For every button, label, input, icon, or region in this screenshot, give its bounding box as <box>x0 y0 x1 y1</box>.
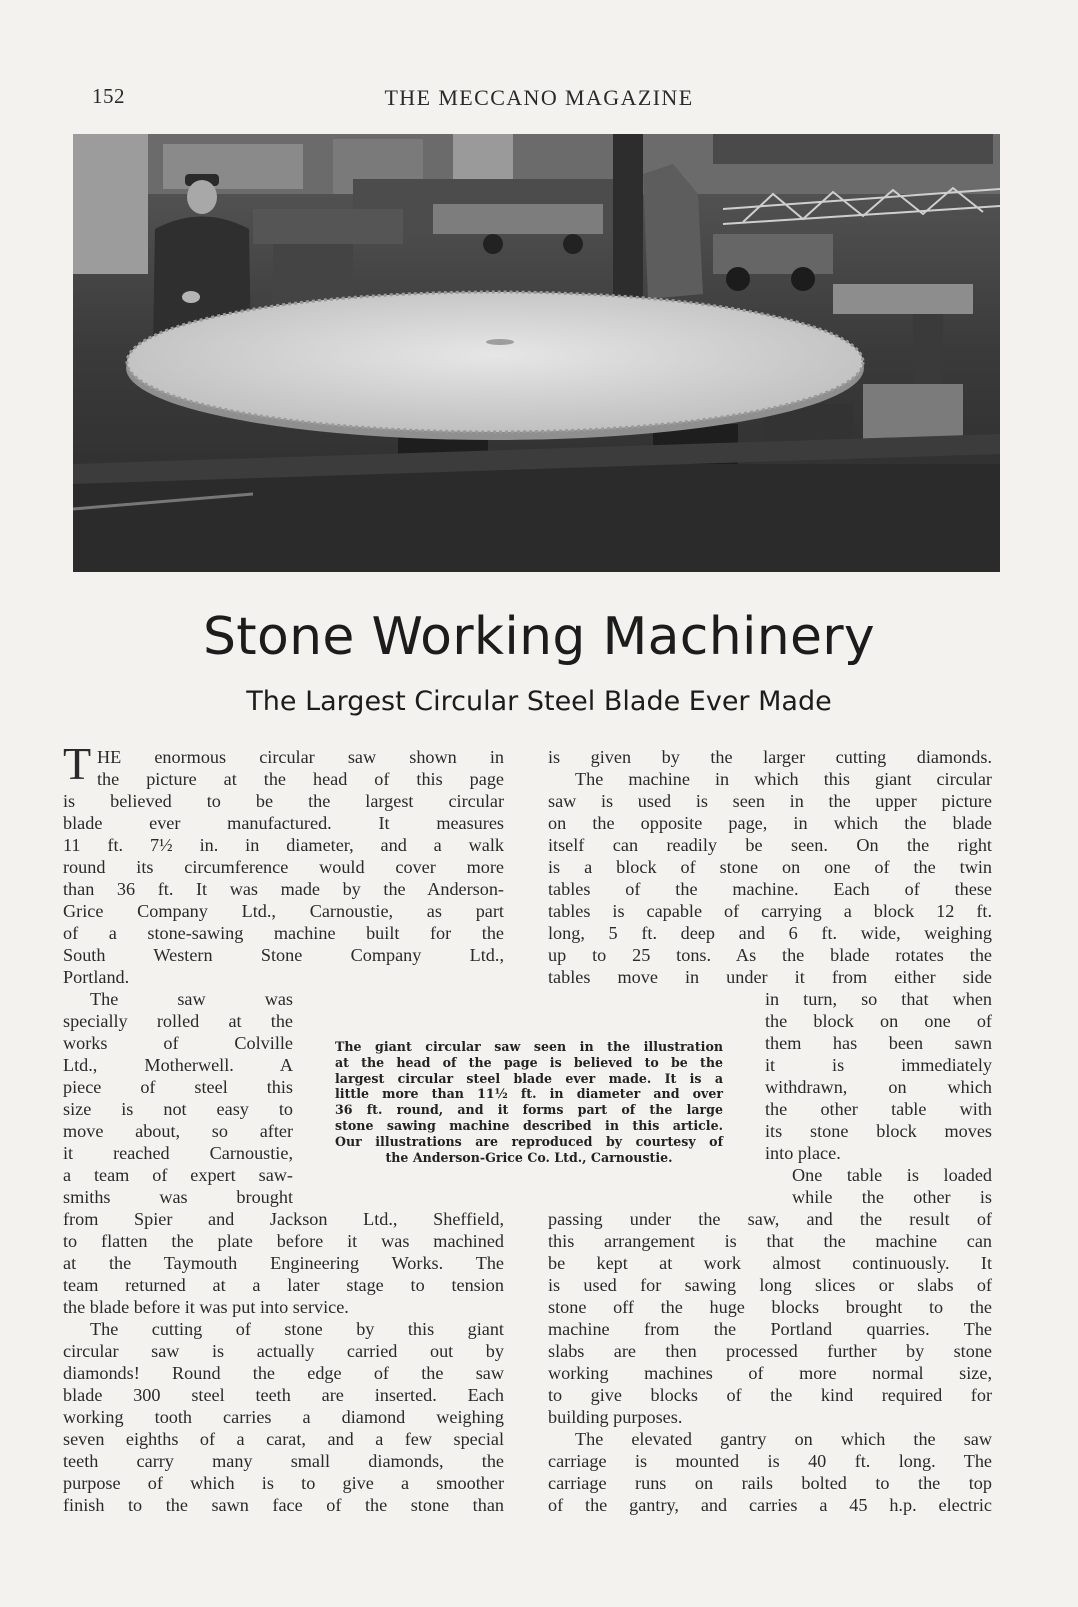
article-title: Stone Working Machinery <box>202 607 876 667</box>
article-subtitle: The Largest Circular Steel Blade Ever Made <box>246 686 832 717</box>
caption-line: Our illustrations are reproduced by courtesy of <box>335 1133 723 1149</box>
body-line: move about, so after <box>63 1121 293 1141</box>
body-line: a team of expert saw- <box>63 1165 293 1185</box>
body-line: Grice Company Ltd., Carnoustie, as part <box>63 901 504 921</box>
body-line: this arrangement is that the machine can <box>548 1231 992 1251</box>
body-line: withdrawn, on which <box>765 1077 992 1097</box>
body-line: smiths was brought <box>63 1187 293 1207</box>
body-line: tables of the machine. Each of these <box>548 879 992 899</box>
body-line: machine from the Portland quarries. The <box>548 1319 992 1339</box>
caption-line: little more than 11½ ft. in diameter and over <box>335 1086 723 1102</box>
body-line: saw is used is seen in the upper picture <box>548 791 992 811</box>
body-line: at the Taymouth Engineering Works. The <box>63 1253 504 1273</box>
body-line: The saw was <box>90 989 293 1009</box>
body-line: blade ever manufactured. It measures <box>63 813 504 833</box>
body-line: is used for sawing long slices or slabs of <box>548 1275 992 1295</box>
caption-line: at the head of the page is believed to be the <box>335 1054 723 1070</box>
body-line: working machines of more normal size, <box>548 1363 992 1383</box>
body-line: One table is loaded <box>792 1165 992 1185</box>
body-line: tables is capable of carrying a block 12 ft. <box>548 901 992 921</box>
body-line: long, 5 ft. deep and 6 ft. wide, weighing <box>548 923 992 943</box>
photo-caption <box>335 1039 723 1165</box>
body-line: its stone block moves <box>765 1121 992 1141</box>
body-line: purpose of which is to give a smoother <box>63 1473 504 1493</box>
body-line: while the other is <box>792 1187 992 1207</box>
body-line: blade 300 steel teeth are inserted. Each <box>63 1385 504 1405</box>
body-line: up to 25 tons. As the blade rotates the <box>548 945 992 965</box>
body-line: to flatten the plate before it was machined <box>63 1231 504 1251</box>
body-line: team returned at a later stage to tension <box>63 1275 504 1295</box>
body-line: it is immediately <box>765 1055 992 1075</box>
body-line: on the opposite page, in which the blade <box>548 813 992 833</box>
caption-line: stone sawing machine described in this article. <box>335 1117 723 1133</box>
running-head: THE MECCANO MAGAZINE <box>384 85 694 110</box>
body-line: be kept at work almost continuously. It <box>548 1253 992 1273</box>
body-line: is given by the larger cutting diamonds. <box>548 747 992 767</box>
body-line: of a stone-sawing machine built for the <box>63 923 504 943</box>
body-line: is believed to be the largest circular <box>63 791 504 811</box>
body-line: piece of steel this <box>63 1077 293 1097</box>
body-line: the other table with <box>765 1099 992 1119</box>
body-line: size is not easy to <box>63 1099 293 1119</box>
body-line: passing under the saw, and the result of <box>548 1209 992 1229</box>
body-line: of the gantry, and carries a 45 h.p. electric <box>548 1495 992 1515</box>
body-line: circular saw is actually carried out by <box>63 1341 504 1361</box>
body-line: them has been sawn <box>765 1033 992 1053</box>
body-line: slabs are then processed further by stone <box>548 1341 992 1361</box>
caption-line: 36 ft. round, and it forms part of the large <box>335 1102 723 1118</box>
body-line: Portland. <box>63 967 130 987</box>
body-line: The elevated gantry on which the saw <box>575 1429 992 1449</box>
photograph-giant-circular-saw <box>73 134 1000 572</box>
body-line: building purposes. <box>548 1407 683 1427</box>
body-line: South Western Stone Company Ltd., <box>63 945 504 965</box>
drop-cap: T <box>63 738 92 789</box>
body-line: to give blocks of the kind required for <box>548 1385 992 1405</box>
body-line: seven eighths of a carat, and a few special <box>63 1429 504 1449</box>
body-line: in turn, so that when <box>765 989 992 1009</box>
body-line: it reached Carnoustie, <box>63 1143 293 1163</box>
body-line: round its circumference would cover more <box>63 857 504 877</box>
body-line: the block on one of <box>765 1011 992 1031</box>
page-number: 152 <box>92 84 125 108</box>
body-line: works of Colville <box>63 1033 293 1053</box>
body-line: tables move in under it from either side <box>548 967 992 987</box>
body-line: carriage is mounted is 40 ft. long. The <box>548 1451 992 1471</box>
caption-line: largest circular steel blade ever made. It is a <box>335 1070 723 1086</box>
body-line: HE enormous circular saw shown in <box>97 747 504 767</box>
body-line: from Spier and Jackson Ltd., Sheffield, <box>63 1209 504 1229</box>
body-line: The machine in which this giant circular <box>575 769 992 789</box>
body-line: specially rolled at the <box>63 1011 293 1031</box>
body-line: is a block of stone on one of the twin <box>548 857 992 877</box>
body-line: 11 ft. 7½ in. in diameter, and a walk <box>63 835 504 855</box>
body-line: finish to the sawn face of the stone than <box>63 1495 504 1515</box>
body-line: diamonds! Round the edge of the saw <box>63 1363 504 1383</box>
body-line: The cutting of stone by this giant <box>90 1319 504 1339</box>
caption-line: the Anderson-Grice Co. Ltd., Carnoustie. <box>385 1149 673 1165</box>
body-line: the picture at the head of this page <box>97 769 504 789</box>
body-line: Ltd., Motherwell. A <box>63 1055 293 1075</box>
body-line: itself can readily be seen. On the right <box>548 835 992 855</box>
caption-line: The giant circular saw seen in the illustration <box>335 1039 723 1054</box>
body-line: stone off the huge blocks brought to the <box>548 1297 992 1317</box>
body-line: into place. <box>765 1143 841 1163</box>
body-line: working tooth carries a diamond weighing <box>63 1407 504 1427</box>
body-line: the blade before it was put into service. <box>63 1297 349 1317</box>
body-line: than 36 ft. It was made by the Anderson- <box>63 879 504 899</box>
body-line: carriage runs on rails bolted to the top <box>548 1473 992 1493</box>
body-line: teeth carry many small diamonds, the <box>63 1451 504 1471</box>
